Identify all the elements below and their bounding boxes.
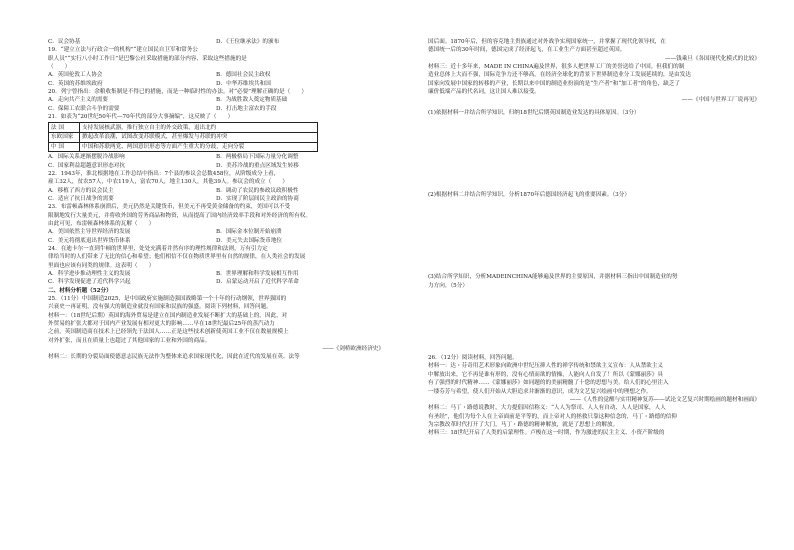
option-c: C．议会协基 xyxy=(48,39,81,45)
option-d: D．打击地主富农的手段 xyxy=(216,105,277,112)
table-row xyxy=(49,142,318,152)
subquestion-3: (3)结合所学知识，分析MADEINCHINA能够遍及世界的主要原因，并据材料三指出中国制造业的努 xyxy=(428,274,678,281)
q26-line: 有圣经”，他们为每个人在上帝面前是平等的，而上帝对人的拯救只靠这种信念的，马丁・路德的信仰 xyxy=(428,413,677,420)
option-b: B．世界理解和科学发展相互作用 xyxy=(216,271,299,278)
q26-line: 有了强烈的时代精神……《蒙娜丽莎》如同题的的美丽精髓了十您的思想与美。给人们的心里注入 xyxy=(428,380,669,387)
subquestion-1: (1)依据材料一并结合所学知识，归纳18世纪后期英国制造业发达的具体原因。（3分） xyxy=(428,109,640,116)
option-a: A．科学进步推动理性主义的发展 xyxy=(48,271,131,278)
q23-stem-line: 由此可见，布雷顿森林体系的瓦解（ ） xyxy=(48,220,155,227)
option-d: D．美苏冷战的重点区域发生转移 xyxy=(216,162,299,169)
answer-space[interactable] xyxy=(428,199,760,273)
left-column xyxy=(48,38,384,362)
option-b: B．调动了农民的参政议政积极性 xyxy=(216,187,299,194)
table-cell-country: 法 国 xyxy=(49,123,80,133)
q24-options-ab xyxy=(48,270,384,278)
q23-options-cd xyxy=(48,237,384,245)
events-table xyxy=(48,122,318,152)
table-cell-event: 掀起改革浪潮，试图改变苏联模式，甚至爆发与苏联的冲突 xyxy=(80,133,318,143)
q24-stem-line: 里面也应该有同类的规律。这表明（ ） xyxy=(48,262,155,269)
material-line: 廉价低端产品的代名词，这让国人难以接受。 xyxy=(428,89,540,96)
material-line: 国后面。1870年后，但的容克地主贵族通过对外战争实现国家统一，并掌握了现代化领导权，在 xyxy=(428,39,666,45)
q22-stem-line: 22．1943年，淮北根据地在工作总结中指出：7个县的参议会总数458位，从阶级成分上看， xyxy=(48,170,280,177)
table-row xyxy=(49,123,318,133)
q25-line: 对外扩张，而且在质量上也超过了其他国家的工业和外国的商品。 xyxy=(48,337,211,344)
right-column xyxy=(428,38,760,438)
table-cell-event: 中国和苏联两党、两国意识形态等方面产生重大的分歧，走向分裂 xyxy=(80,142,318,152)
q22-options-ab xyxy=(48,187,384,195)
q19-stem-line: （ ） xyxy=(48,64,71,71)
option-a: A．移植了西方的议会民主 xyxy=(48,187,114,194)
q18-options-cd xyxy=(48,38,384,46)
table-cell-country: 东欧国家 xyxy=(49,133,80,143)
q20-stem: 20．列宁曾指出：余粮收集制是不得已的措施，而是一种临时性的办法。对“必要”理解正确的是（ ） xyxy=(48,89,307,96)
option-c: C．国家利益超越意识形态对抗 xyxy=(48,162,125,169)
q23-stem-line: 限制地发行大量美元，并将收外国的劳务商品和物资，从而提高了国内经济效率手段和对外经济的所有权。 xyxy=(48,212,311,219)
option-b: B．德国社会民主政权 xyxy=(216,72,271,79)
source-citation: ——《人性的觉醒与实用精神复苏——试论文艺复兴时期绘画的题材和画面》 xyxy=(569,396,760,403)
q23-options-ab xyxy=(48,228,384,236)
q19-options-cd xyxy=(48,80,384,88)
table-cell-country: 中 国 xyxy=(49,142,80,152)
answer-space[interactable] xyxy=(428,290,760,354)
option-d: D．启蒙运动开启了近代科学革命 xyxy=(216,279,299,286)
subquestion-3: 力方向。（5分） xyxy=(428,282,468,289)
option-a: A．美国依然主导世界经济的发展 xyxy=(48,229,131,236)
option-c: C．美元将彻底退出世界货币体系 xyxy=(48,237,131,244)
q26-line: 26．（12分）阅读材料，回答问题。 xyxy=(428,355,518,362)
q22-stem-line: 雇工32人，贫农57人，中农119人，富农70人，地主130人，其他39人。参议会的成立（ ） xyxy=(48,179,289,186)
material-line: 造业总体上大而不强，国际竞争力还不够高。在经济全球化的背景下世界制造业分工发展延续的，是由发达 xyxy=(428,72,691,79)
source-citation: ——《剑桥欧洲经济史》 xyxy=(322,346,384,353)
q25-line: 材料二：长期的分裂局面使德意志民族无法作为整体来追求国家现代化，因此在近代的发展在英、法等 xyxy=(48,354,300,361)
q26-line: 材料二：马丁・路德说教时，大力提倡因信称义：“人人为祭司、人人有自动、人人是国家，人人 xyxy=(428,405,666,412)
q22-options-cd xyxy=(48,195,384,203)
option-c: C．科学发现促进了近代科学兴起 xyxy=(48,279,131,286)
q21-stem: 21．如表为“20世纪50年代—70年代的部分大事摘编”，这反映了（ ） xyxy=(48,114,234,121)
source-citation: ——《中国与世界工厂说再见》 xyxy=(681,97,760,104)
material-line: 德国统一后的30年时间，德国完成了经济起飞，在工业生产方面甚至超过英国。 xyxy=(428,47,626,54)
q24-stem-line: 律给当时的人们带来了无比的信心和希望；他们相信不仅在物质世界里有自然的规律，在人类社会的发展 xyxy=(48,254,306,261)
q23-stem-line: 23．布雷顿森林体系崩溃后，美元仍然是关键货币，但美元不再受黄金储备的约束，美国可以不受 xyxy=(48,204,291,211)
q26-line: 材料三：18世纪开启了人类的启蒙理性。卢梭在这一时期，作为激进的民主主义、小资产阶级的 xyxy=(428,430,665,437)
option-d: D．美元失去国际货币地位 xyxy=(216,237,283,244)
option-d: D．中华苏维埃共和国 xyxy=(216,80,271,87)
option-b: B．两极格局下国际力量分化调整 xyxy=(216,154,299,161)
q20-options-ab xyxy=(48,96,384,104)
q26-line: 中解放出来，它不再是谁有形的，没有心情而欲的情操，人能向人自发了！所以《蒙娜丽莎》具 xyxy=(428,371,663,378)
table-row xyxy=(49,133,318,143)
option-a: A．英国伦敦工人协会 xyxy=(48,72,103,79)
option-c: C．适应了抗日战争的需要 xyxy=(48,195,114,202)
q26-line: 为宗教改革时代打开了大门，马丁・路德的精神解放，就是了思想上的解放。 xyxy=(428,421,619,428)
q21-options-ab xyxy=(48,153,384,161)
option-b: B．国际金本位制开始崩溃 xyxy=(216,229,282,236)
q19-stem-line: 职人员”“实行八小时工作日”是巴黎公社采取措施的部分内容，采取这些措施的是 xyxy=(48,55,247,62)
material-line: 国家向发展中国家的转移的产业，长期以来中国的制造业扮演的是“生产者”和“加工者”的角色，缺乏了 xyxy=(428,80,680,87)
option-c: C．英国的苏维埃政府 xyxy=(48,80,103,87)
q21-options-cd xyxy=(48,162,384,170)
q25-line: 25．（11分）中国制造2025，是中国政府实施制造强国战略第一个十年的行动纲领，世界强国的 xyxy=(48,296,287,303)
option-a: A．国际关系逐渐摆脱冷战影响 xyxy=(48,154,125,161)
q20-options-cd xyxy=(48,105,384,113)
q25-line: 兴衰史一再证明，没有强大的制造业就没有国家和民族的强盛。阅读下列材料，回答问题。 xyxy=(48,304,272,311)
q24-stem-line: 24．在迪卡尔一直到牛顿的世界里，处处充满着井然有序的理性规律和法则，万有引力定 xyxy=(48,246,268,252)
option-d: D．《王位继承法》的颁布 xyxy=(216,39,280,45)
q25-line: 材料一：（18世纪后期）英国的海外贸易是建立在国内制造业发展不断扩大的基础上的，因此，对 xyxy=(48,312,288,319)
option-d: D．实现了阶层间民主政治的协商 xyxy=(216,195,299,202)
q25-line: 外贸易的扩张大都对于国内产业发展有相对更大的影响……早在18世纪最后25年的蒸汽动力 xyxy=(48,321,275,328)
q26-line: 材料一：达・芬奇用艺术形象向欧洲中世纪压抑人性的禅学传统和禁欲主义宣布：人从禁欲主义 xyxy=(428,363,663,370)
answer-space[interactable] xyxy=(428,117,760,191)
table-cell-event: 支持发展核武器，推行独立自主的外交政策，退出北约 xyxy=(80,123,318,133)
material-line: 材料三：近十多年来，MADE IN CHINA遍及世界，很多人把世界工厂的美誉送给了中国。但我们的制 xyxy=(428,64,685,71)
option-a: A．走向共产主义的需要 xyxy=(48,97,108,104)
q25-line: 之前，英国制造商在技术上已经领先于法国人……正是这些技术创新使英国工业不仅在数量规模上 xyxy=(48,329,289,336)
q19-stem-line: 19．“建立立法与行政合一的机构”“建立国民自卫军和常务公 xyxy=(48,47,198,54)
q26-line: 一缕芬芳与希望，使人们开始从大胆追求并渐渐的意识，成为文艺复兴绘画中的理想之作。 xyxy=(428,388,652,395)
option-c: C．保障工农联合斗争的需要 xyxy=(48,105,120,112)
source-citation: ——钱乘旦《各国现代化模式的比较》 xyxy=(664,55,760,62)
q24-options-cd xyxy=(48,278,384,286)
section-heading: 二、材料分析题（52分） xyxy=(48,287,112,294)
q19-options-ab xyxy=(48,71,384,79)
option-b: B．为战胜敌人奠定物质基础 xyxy=(216,97,288,104)
subquestion-2: (2)根据材料二并结合所学知识，分析1870年后德国经济起飞的重要因素。（3分） xyxy=(428,192,630,199)
